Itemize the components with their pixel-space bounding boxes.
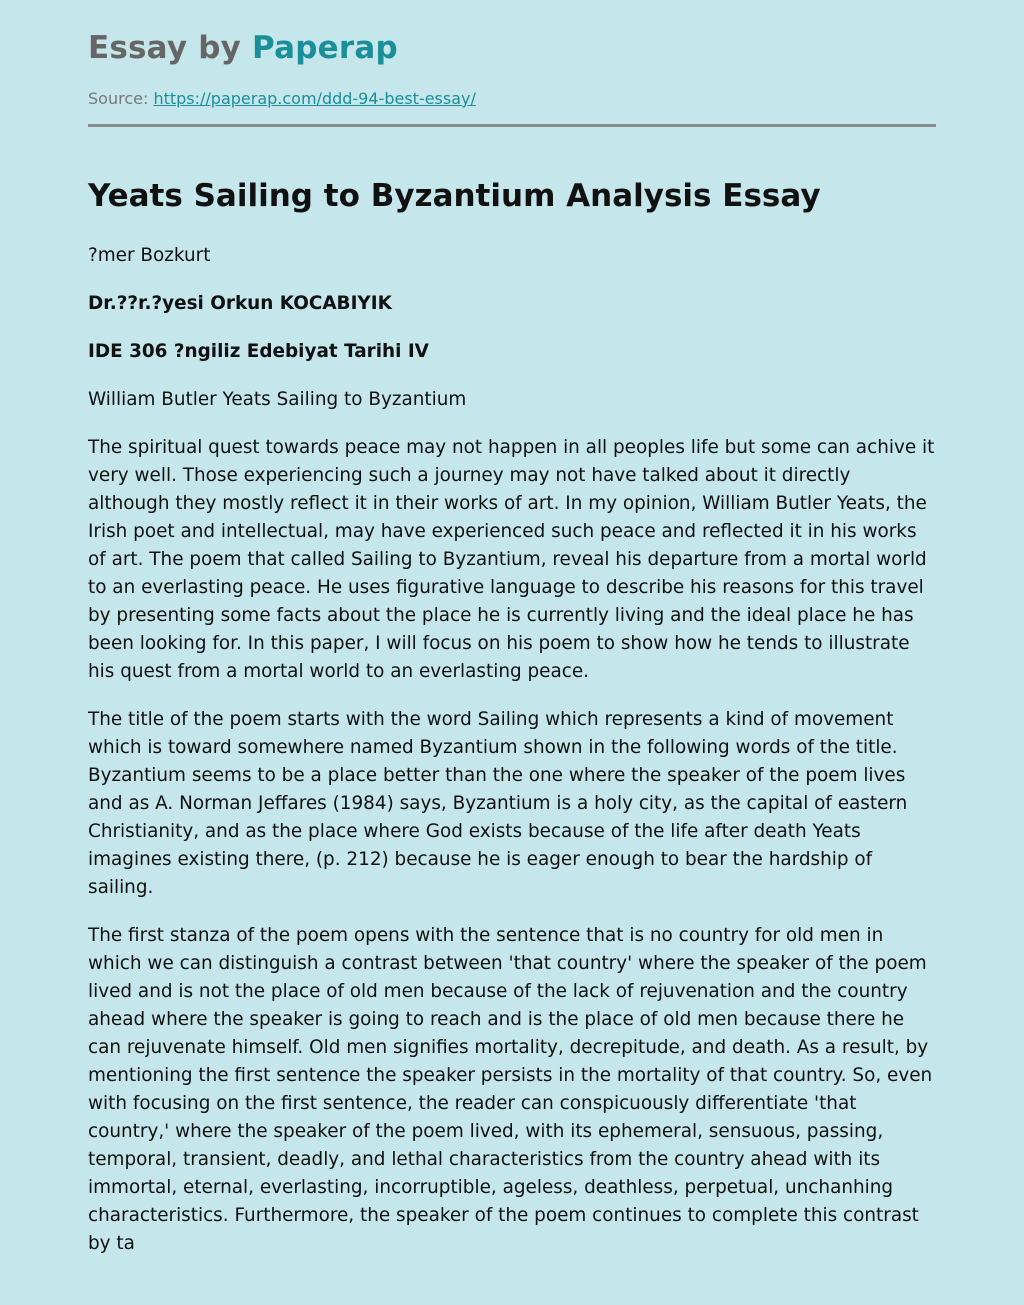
essay-title: Yeats Sailing to Byzantium Analysis Essay [88,178,821,214]
author-name: ?mer Bozkurt [88,245,211,266]
paragraph-2: The title of the poem starts with the word Sailing which represents a kind of movement which is toward somewhere named Byzantium shown in the following words of the title. Byzantium seems to be a place better than the one where the speaker of the poem lives and as A. Norman Jeffares (1984) says, Byzantium is a holy city, as the capital of eastern Christianity, and as the place where God exists because of the life after death Yeats imagines existing there, (p. 212) because he is eager enough to bear the hardship of sailing. [88,709,908,898]
brand-prefix: Essay by [88,30,253,66]
site-brand[interactable] [88,30,398,66]
essay-subject: William Butler Yeats Sailing to Byzantium [88,389,467,410]
brand-name: Paperap [252,30,398,66]
source-label: Source: [88,89,154,108]
essay-body [88,242,936,1278]
instructor-name: Dr.??r.?yesi Orkun KOCABIYIK [88,293,392,314]
paragraph-3: The first stanza of the poem opens with the sentence that is no country for old men in which we can distinguish a contrast between 'that country' where the speaker of the poem lived and is not the place of old men because of the lack of rejuvenation and the country ahead where the speaker is going to reach and is the place of old men because there he can rejuvenate himself. Old men signifies mortality, decrepitude, and death. As a result, by mentioning the first sentence the speaker persists in the mortality of that country. So, even with focusing on the first sentence, the reader can conspicuously differentiate 'that country,' where the speaker of the poem lived, with its ephemeral, sensuous, passing, temporal, transient, deadly, and lethal characteristics from the country ahead with its immortal, eternal, everlasting, incorruptible, ageless, deathless, perpetual, unchanhing characteristics. Furthermore, the speaker of the poem continues to complete this contrast by ta [88,925,933,1254]
header-divider [88,124,936,127]
source-line [88,89,476,108]
source-link[interactable]: https://paperap.com/ddd-94-best-essay/ [153,89,476,108]
course-name: IDE 306 ?ngiliz Edebiyat Tarihi IV [88,341,429,362]
paragraph-1: The spiritual quest towards peace may not happen in all peoples life but some can achive it very well. Those experiencing such a journey may not have talked about it directly although they mostly reflect it in their works of art. In my opinion, William Butler Yeats, the Irish poet and intellectual, may have experienced such peace and reflected it in his works of art. The poem that called Sailing to Byzantium, reveal his departure from a mortal world to an everlasting peace. He uses figurative language to describe his reasons for this travel by presenting some facts about the place he is currently living and the ideal place he has been looking for. In this paper, I will focus on his poem to show how he tends to illustrate his quest from a mortal world to an everlasting peace. [88,437,935,682]
